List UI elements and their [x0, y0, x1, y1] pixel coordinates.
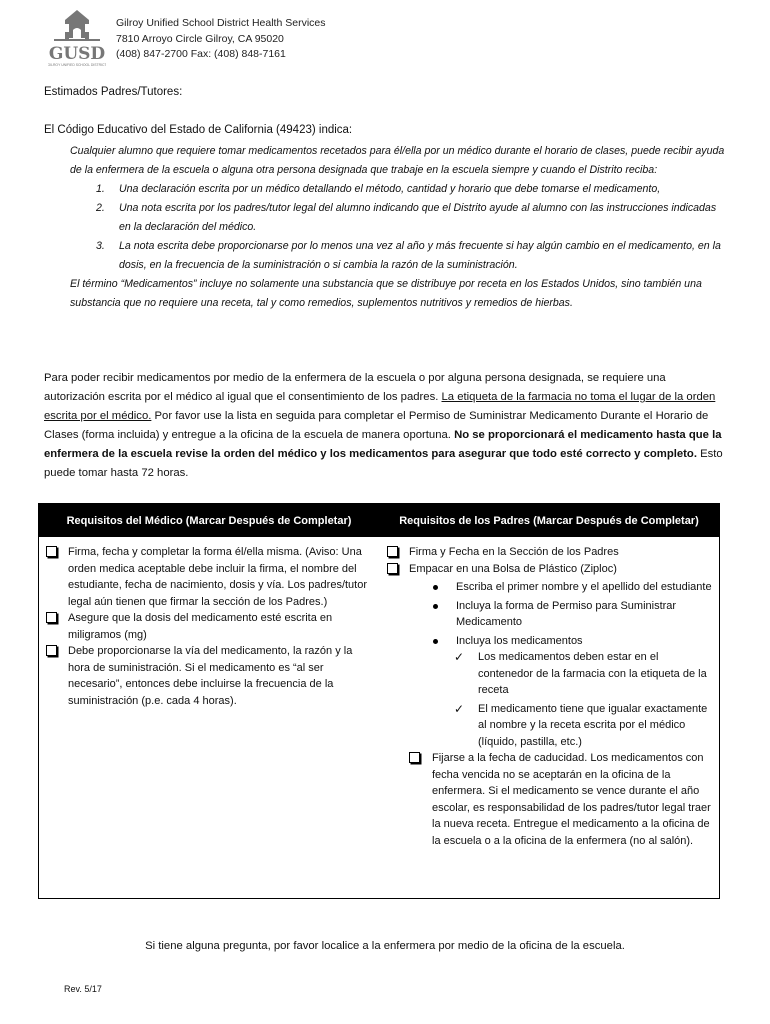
logo-text: GUSD	[48, 44, 106, 64]
header-doctor-requirements: Requisitos del Médico (Marcar Después de Completar)	[66, 514, 352, 527]
underlined-note: La etiqueta de la farmacia no toma el lugar de la orden escrita por el médico.	[44, 391, 716, 422]
checkbox[interactable]	[409, 752, 420, 763]
checklist-item: Asegure que la dosis del medicamento esté escrita en miligramos (mg)	[45, 610, 370, 643]
checklist-item: Fijarse a la fecha de caducidad. Los medicamentos con fecha vencida no se aceptarán en la oficina de la enfermera. Si el medicamento se vence durante el año escolar, es responsabilidad de los padres/tutor legal traer la nueva receta. Entregue el medicamento a la oficina de la escuela o a la oficina de la enfermera (no al salón).	[386, 750, 716, 849]
checkbox[interactable]	[46, 612, 57, 623]
bullet-icon	[433, 639, 438, 644]
bullet-item: Incluya la forma de Permiso para Suministrar Medicamento	[386, 598, 716, 631]
tick-item: ✓ Los medicamentos deben estar en el contenedor de la farmacia con la etiqueta de la receta	[454, 650, 707, 696]
instructions-paragraph: Para poder recibir medicamentos por medio de la enfermera de la escuela o por alguna persona designada, se requiere una autorización escrita por el médico al igual que el consentimiento de los padres. La etiqueta de la farmacia no toma el lugar de la orden escrita por el médico. Por favor use la lista en seguida para completar el Permiso de Suministrar Medicamento Durante el Horario de Clases (forma incluida) y entregue a la oficina de la escuela de manera oportuna. No se proporcionará el medicamento hasta que la enfermera de la escuela revise la orden del médico y los medicamentos para asegurar que todo esté correcto y completo. Esto puede tomar hasta 72 horas.	[44, 372, 723, 479]
tick-item: ✓ El medicamento tiene que igualar exactamente al nombre y la receta escrita por el médico (líquido, pastilla, etc.)	[454, 701, 708, 748]
logo-tagline: GILROY UNIFIED SCHOOL DISTRICT	[48, 63, 106, 67]
requirements-table	[38, 503, 720, 899]
checkbox[interactable]	[387, 546, 398, 557]
checklist-item: Empacar en una Bolsa de Plástico (Ziploc)	[386, 561, 716, 578]
bullet-icon	[433, 604, 438, 609]
checkbox[interactable]	[46, 546, 57, 557]
intro-line: El Código Educativo del Estado de California (49423) indica:	[44, 124, 353, 136]
header-parent-requirements: Requisitos de los Padres (Marcar Después de Completar)	[399, 514, 699, 527]
header-line-1: Gilroy Unified School District Health Services	[116, 17, 326, 29]
checkmark-icon: ✓	[454, 650, 465, 664]
greeting: Estimados Padres/Tutores:	[44, 86, 183, 98]
checklist-item: Firma, fecha y completar la forma él/ella misma. (Aviso: Una orden medica aceptable debe incluir la firma, el nombre del estudiante, fecha de nacimiento, dosis y vía. Los padres/tutor legal aún tienen que firmar la sección de los Padres.)	[45, 544, 370, 610]
district-logo	[48, 8, 106, 68]
list-item: 1. Una declaración escrita por un médico detallando el método, cantidad y horario que debe tomarse el medicamento,	[96, 183, 661, 195]
quote-list	[70, 180, 725, 275]
list-item: 2. Una nota escrita por los padres/tutor legal del alumno indicando que el Distrito ayude al alumno con las instrucciones indicadas en la declaración del médico.	[96, 202, 717, 233]
parent-requirements	[386, 544, 716, 849]
revision-label: Rev. 5/17	[64, 984, 102, 994]
checkbox[interactable]	[46, 645, 57, 656]
table-header	[39, 504, 719, 537]
letterhead	[116, 16, 326, 63]
doctor-requirements	[45, 544, 370, 709]
bold-note: No se proporcionará el medicamento hasta que la enfermera de la escuela revise la orden del médico y los medicamentos para asegurar que todo esté correcto y completo.	[44, 429, 722, 460]
header-line-2: 7810 Arroyo Circle Gilroy, CA 95020	[116, 32, 284, 45]
checklist-item: Debe proporcionarse la vía del medicamento, la razón y la hora de suministración. Si el medicamento es “al ser necesario”, entonces debe incluirse la frecuencia de la suministración (p.e. cada 4 horas).	[45, 643, 370, 709]
header-line-3: (408) 847-2700 Fax: (408) 848-7161	[116, 48, 286, 60]
footer-note: Si tiene alguna pregunta, por favor localice a la enfermera por medio de la oficina de la escuela.	[145, 940, 625, 952]
education-code-quote	[70, 142, 725, 313]
checklist-item: Firma y Fecha en la Sección de los Padres	[386, 544, 716, 561]
quote-lead: Cualquier alumno que requiere tomar medicamentos recetados para él/ella por un médico durante el horario de clases, puede recibir ayuda de la enfermera de la escuela o alguna otra persona designada que trabaje en la escuela siempre y cuando el Distrito reciba:	[70, 145, 725, 176]
bullet-item: Incluya los medicamentos	[386, 633, 716, 650]
checkbox[interactable]	[387, 563, 398, 574]
bullet-icon	[433, 585, 438, 590]
quote-closing: El término “Medicamentos” incluye no solamente una substancia que se distribuye por receta en los Estados Unidos, sino también una substancia que no requiere una receta, tal y como remedios, suplementos nutritivos y remedios de hierbas.	[70, 278, 702, 309]
checkmark-icon: ✓	[454, 701, 465, 716]
list-item: 3. La nota escrita debe proporcionarse por lo menos una vez al año y más frecuente si hay algún cambio en el medicamento, en la dosis, en la frecuencia de la suministración o si cambia la razón de la suministración.	[96, 240, 721, 271]
bullet-item: Escriba el primer nombre y el apellido del estudiante	[386, 579, 716, 596]
